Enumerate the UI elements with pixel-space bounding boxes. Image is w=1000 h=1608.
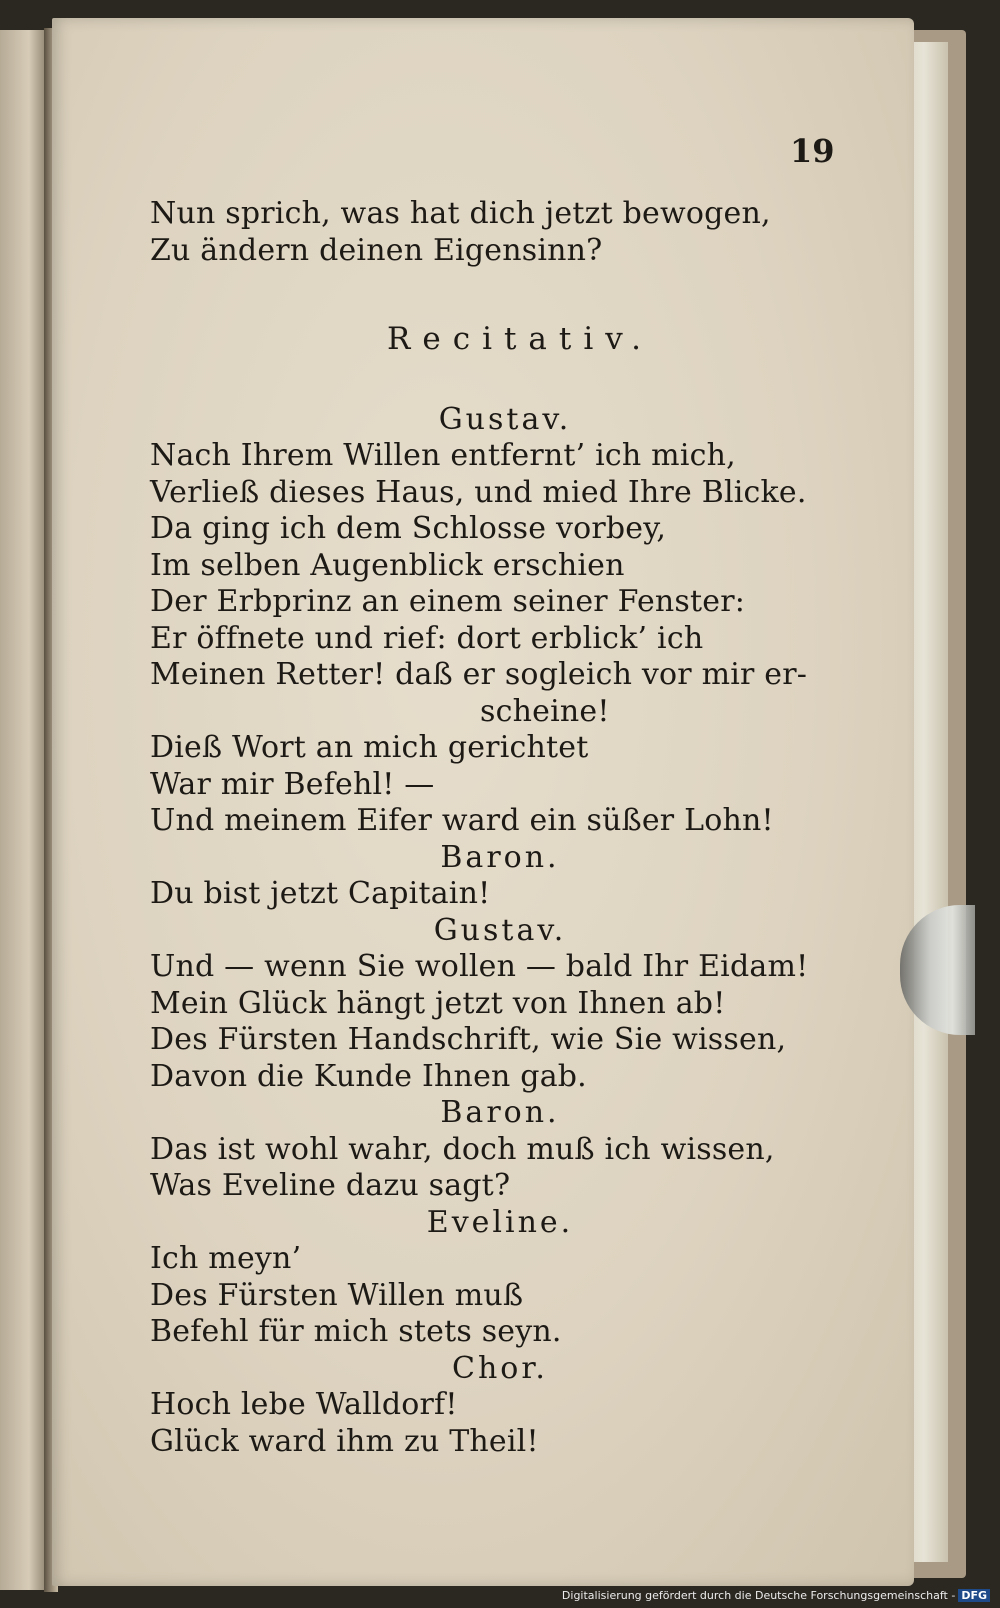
- text-line: Befehl für mich stets seyn.: [150, 1314, 562, 1349]
- text-line: Der Erbprinz an einem seiner Fenster:: [150, 584, 746, 619]
- text-line: Hoch lebe Walldorf!: [150, 1387, 458, 1422]
- text-line: Meinen Retter! daß er sogleich vor mir er-: [150, 657, 808, 692]
- speaker-label: Baron.: [440, 1095, 560, 1130]
- left-page-edge: [0, 30, 48, 1590]
- text-line: Und — wenn Sie wollen — bald Ihr Eidam!: [150, 949, 809, 984]
- credit-text: Digitalisierung gefördert durch die Deutsche Forschungsgemeinschaft -: [561, 1589, 956, 1602]
- section-heading: Recitativ.: [387, 321, 653, 357]
- speaker-label: Gustav.: [438, 401, 572, 437]
- text-line: Da ging ich dem Schlosse vorbey,: [150, 511, 667, 546]
- text-line: Des Fürsten Handschrift, wie Sie wissen,: [150, 1022, 787, 1057]
- text-line: Verließ dieses Haus, und mied Ihre Blicke.: [150, 474, 807, 510]
- text-line: Nun sprich, was hat dich jetzt bewogen,: [150, 196, 771, 231]
- text-line: Das ist wohl wahr, doch muß ich wissen,: [150, 1131, 775, 1167]
- text-line: Du bist jetzt Capitain!: [150, 876, 491, 911]
- page-number: 19: [790, 132, 835, 170]
- speaker-label: Chor.: [452, 1350, 548, 1386]
- digitization-credit: [562, 1589, 990, 1602]
- text-line: Was Eveline dazu sagt?: [150, 1168, 511, 1203]
- text-line: Ich meyn’: [150, 1241, 302, 1276]
- text-line: Mein Glück hängt jetzt von Ihnen ab!: [150, 985, 726, 1021]
- text-line: Dieß Wort an mich gerichtet: [150, 730, 589, 765]
- text-line: Davon die Kunde Ihnen gab.: [150, 1058, 587, 1094]
- text-line: Glück ward ihm zu Theil!: [150, 1423, 539, 1459]
- text-line: Er öffnete und rief: dort erblick’ ich: [150, 620, 704, 656]
- text-line: War mir Befehl! —: [150, 766, 435, 802]
- speaker-label: Baron.: [440, 839, 560, 875]
- text-line: scheine!: [480, 693, 610, 729]
- page-text: [150, 196, 850, 1460]
- speaker-label: Gustav.: [433, 912, 567, 948]
- text-line: Des Fürsten Willen muß: [150, 1277, 524, 1313]
- speaker-label: Eveline.: [426, 1204, 574, 1240]
- text-line: Und meinem Eifer ward ein süßer Lohn!: [150, 803, 774, 838]
- text-line: Zu ändern deinen Eigensinn?: [150, 232, 603, 268]
- text-line: Im selben Augenblick erschien: [150, 547, 625, 583]
- text-line: Nach Ihrem Willen entfernt’ ich mich,: [150, 438, 736, 473]
- dfg-logo: DFG: [958, 1589, 990, 1602]
